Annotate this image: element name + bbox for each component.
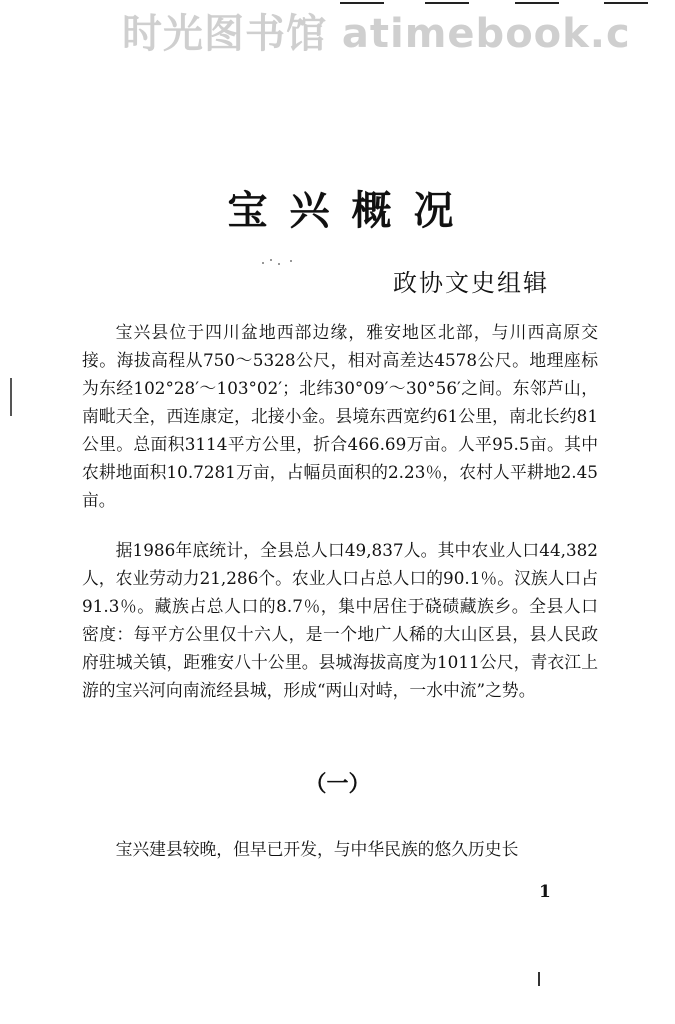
- article-title: 宝兴概况: [227, 188, 476, 234]
- top-rule: [340, 2, 384, 4]
- speck: [270, 259, 272, 261]
- top-rule: [604, 2, 648, 4]
- page-number: 1: [539, 882, 551, 902]
- speck: [290, 260, 292, 262]
- paragraph-location: 宝兴县位于四川盆地西部边缘，雅安地区北部，与川西高原交接。海拔高程从750～5328公尺，相对高差达4578公尺。地理座标为东经102°28′～103°02′；北纬30°09′～30°56′之间。东邻芦山，南毗天全，西连康定，北接小金。县境东西宽约61公里，南北长约81公里。总面积3114平方公里，折合466.69万亩。人平95.5亩。其中农耕地面积10.7281万亩，占幅员面积的2.23％，农村人平耕地2.45亩。: [82, 322, 598, 510]
- speck: [262, 262, 264, 264]
- article-byline: 政协文史组辑: [393, 269, 549, 297]
- section-heading: （一）: [304, 771, 371, 797]
- top-rule: [515, 2, 559, 4]
- bottom-tick-mark: [538, 972, 540, 986]
- watermark: 时光图书馆 atimebook.c: [122, 11, 631, 57]
- margin-mark: [10, 378, 12, 416]
- paragraph-population: 据1986年底统计，全县总人口49,837人。其中农业人口44,382人，农业劳动力21,286个。农业人口占总人口的90.1％。汉族人口占91.3％。藏族占总人口的8.7％，集中居住于硗碛藏族乡。全县人口密度：每平方公里仅十六人，是一个地广人稀的大山区县，县人民政府驻城关镇，距雅安八十公里。县城海拔高度为1011公尺，青衣江上游的宝兴河向南流经县城，形成“两山对峙，一水中流”之势。: [82, 540, 598, 700]
- paragraph-history: 宝兴建县较晚，但早已开发，与中华民族的悠久历史长: [115, 839, 519, 859]
- speck: [278, 263, 280, 265]
- top-rule: [425, 2, 469, 4]
